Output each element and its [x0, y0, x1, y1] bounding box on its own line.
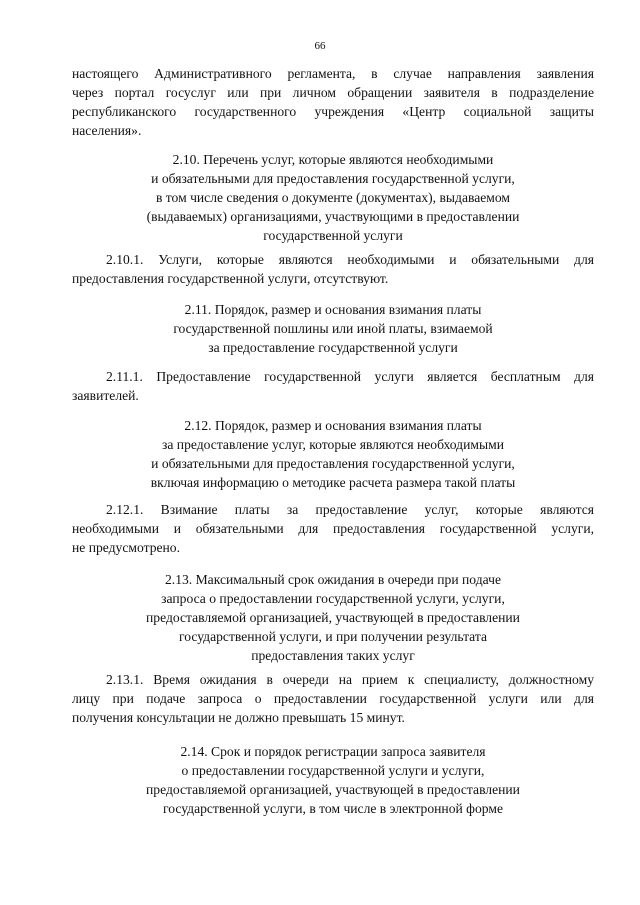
heading-2-11-line-1: 2.11. Порядок, размер и основания взимания платы: [184, 302, 482, 317]
p-2-10-1-line-1: 2.10.1. Услуги, которые являются необходимыми и обязательными для: [106, 252, 594, 267]
heading-2-13-line-3: предоставляемой организацией, участвующей в предоставлении: [146, 610, 520, 625]
heading-2-12-line-3: и обязательными для предоставления государственной услуги,: [151, 456, 515, 471]
section-2-12-heading: [72, 416, 594, 492]
paragraph-2-12-1: [72, 500, 594, 557]
p-2-13-1-line-2: лицу при подаче запроса о предоставлении государственной услуги или для: [72, 691, 594, 706]
heading-2-14-line-2: о предоставлении государственной услуги и услуги,: [181, 763, 485, 778]
paragraph-2-10-1: [72, 250, 594, 288]
p-2-13-1-line-1: 2.13.1. Время ожидания в очереди на прием к специалисту, должностному: [106, 672, 594, 687]
p-2-11-1-line-2: заявителей.: [72, 388, 139, 403]
p-2-12-1-line-2: необходимыми и обязательными для предоставления государственной услуги,: [72, 521, 594, 536]
p-2-11-1-line-1: 2.11.1. Предоставление государственной услуги является бесплатным для: [106, 369, 594, 384]
intro-line-3: республиканского государственного учреждения «Центр социальной защиты: [72, 104, 594, 119]
p-2-12-1-line-1: 2.12.1. Взимание платы за предоставление услуг, которые являются: [106, 502, 594, 517]
heading-2-13-line-2: запроса о предоставлении государственной услуги, услуги,: [161, 591, 505, 606]
section-2-10-heading: [72, 150, 594, 245]
heading-2-12-line-2: за предоставление услуг, которые являются необходимыми: [162, 437, 504, 452]
section-2-13-heading: [72, 570, 594, 665]
paragraph-2-11-1: [72, 367, 594, 405]
p-2-12-1-line-3: не предусмотрено.: [72, 540, 181, 555]
intro-line-2: через портал госуслуг или при личном обращении заявителя в подразделение: [72, 85, 594, 100]
heading-2-13-line-1: 2.13. Максимальный срок ожидания в очереди при подаче: [165, 572, 501, 587]
heading-2-10-line-2: и обязательными для предоставления государственной услуги,: [151, 171, 515, 186]
heading-2-14-line-1: 2.14. Срок и порядок регистрации запроса заявителя: [180, 744, 486, 759]
p-2-13-1-line-3: получения консультации не должно превышать 15 минут.: [72, 710, 405, 725]
intro-line-1: настоящего Административного регламента, в случае направления заявления: [72, 66, 594, 81]
heading-2-10-line-4: (выдаваемых) организациями, участвующими в предоставлении: [146, 209, 520, 224]
heading-2-11-line-3: за предоставление государственной услуги: [208, 340, 458, 355]
heading-2-10-line-5: государственной услуги: [263, 228, 403, 243]
intro-paragraph: [72, 64, 594, 140]
heading-2-14-line-4: государственной услуги, в том числе в электронной форме: [162, 801, 503, 816]
heading-2-13-line-5: предоставления таких услуг: [251, 648, 415, 663]
heading-2-12-line-1: 2.12. Порядок, размер и основания взимания платы: [184, 418, 482, 433]
p-2-10-1-line-2: предоставления государственной услуги, отсутствуют.: [72, 271, 389, 286]
heading-2-10-line-3: в том числе сведения о документе (документах), выдаваемом: [155, 190, 511, 205]
section-2-11-heading: [72, 300, 594, 357]
paragraph-2-13-1: [72, 670, 594, 727]
intro-line-4: населения».: [72, 123, 142, 138]
heading-2-12-line-4: включая информацию о методике расчета размера такой платы: [150, 475, 516, 490]
heading-2-14-line-3: предоставляемой организацией, участвующей в предоставлении: [146, 782, 520, 797]
page-number: 66: [314, 40, 326, 52]
heading-2-13-line-4: государственной услуги, и при получении результата: [179, 629, 487, 644]
section-2-14-heading: [72, 742, 594, 818]
heading-2-11-line-2: государственной пошлины или иной платы, взимаемой: [173, 321, 493, 336]
heading-2-10-line-1: 2.10. Перечень услуг, которые являются необходимыми: [172, 152, 494, 167]
